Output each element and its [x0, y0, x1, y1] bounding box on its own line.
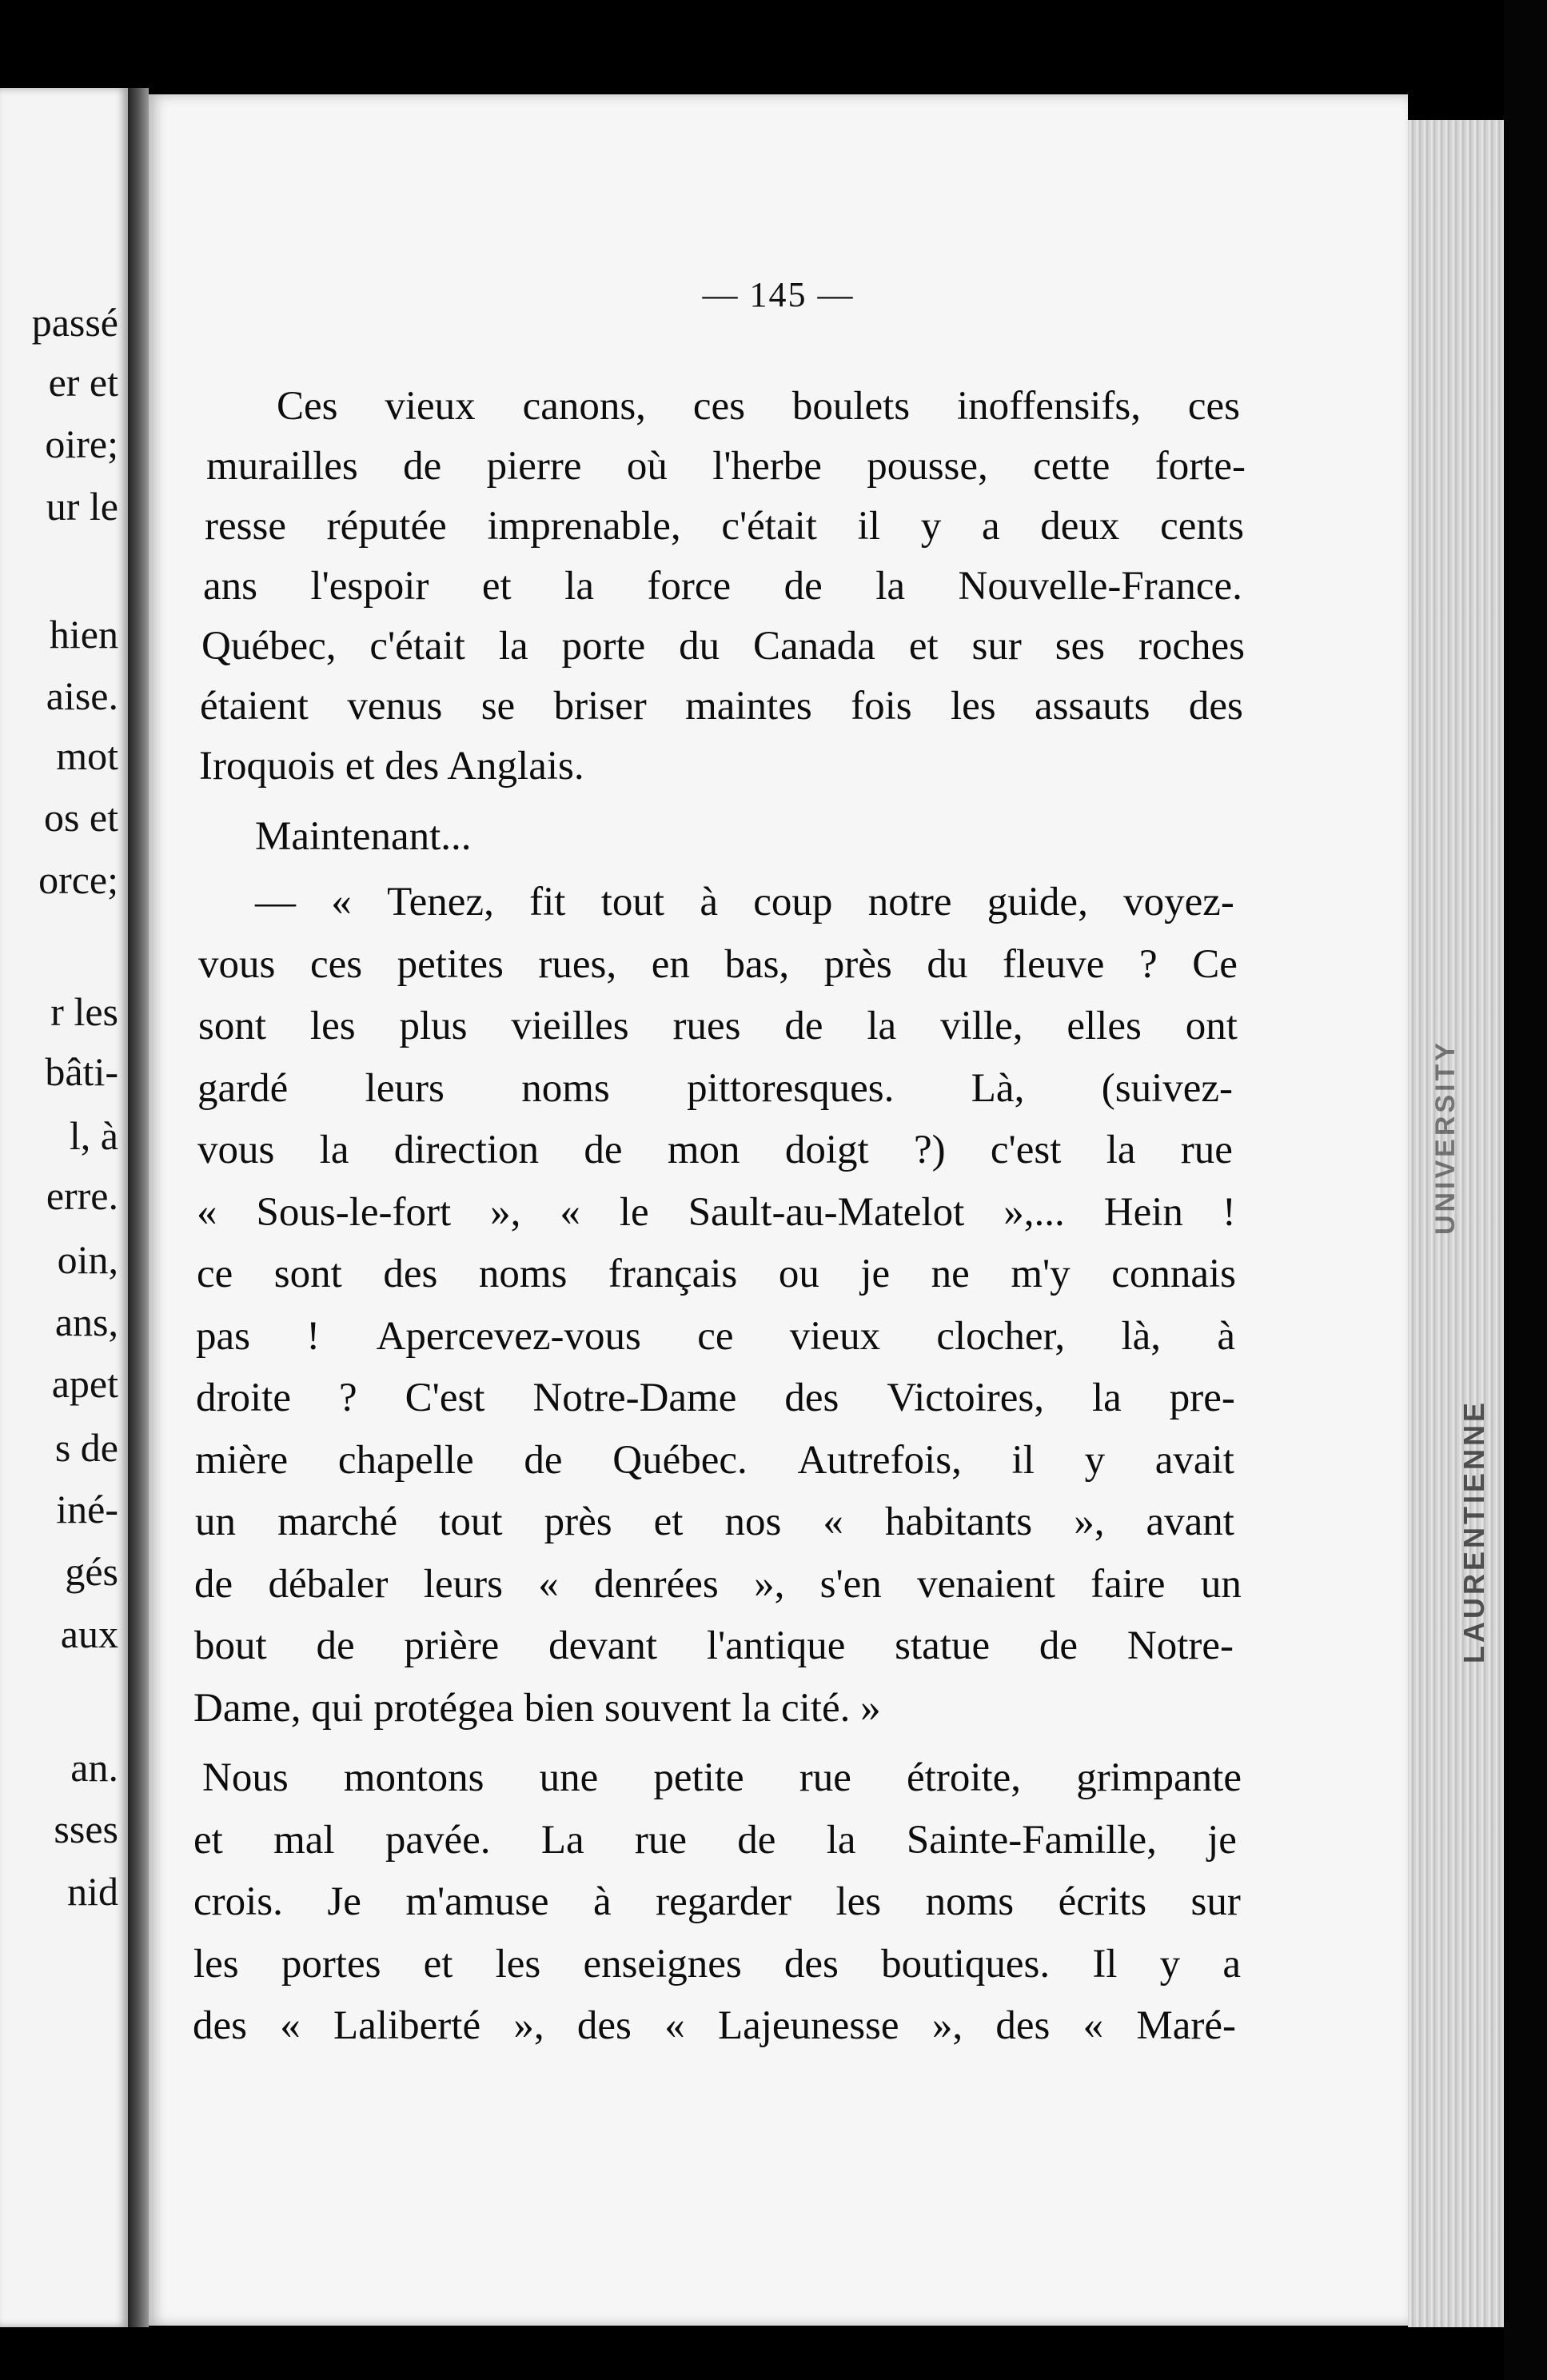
previous-page-line: mot	[56, 733, 118, 778]
book-gutter	[128, 88, 149, 2327]
previous-page-line: sses	[54, 1807, 118, 1851]
text-line: mière chapelle de Québec. Autrefois, il y avait	[195, 1438, 1234, 1483]
text-line: ans l'espoir et la force de la Nouvelle-France.	[203, 564, 1242, 609]
text-line: resse réputée imprenable, c'était il y a deux cents	[205, 504, 1244, 549]
text-line: étaient venus se briser maintes fois les assauts des	[200, 684, 1243, 729]
text-line: bout de prière devant l'antique statue de Notre-	[194, 1623, 1234, 1668]
text-line: Maintenant...	[255, 814, 472, 859]
previous-page-line: ans,	[54, 1300, 118, 1344]
text-line: ce sont des noms français ou je ne m'y connais	[197, 1252, 1236, 1296]
library-stamp-laurentienne: LAURENTIENNE	[1457, 1400, 1490, 1664]
previous-page-line: passé	[31, 300, 118, 345]
text-line: un marché tout près et nos « habitants », avant	[195, 1499, 1234, 1544]
previous-page-line: s de	[54, 1425, 118, 1470]
previous-page-line: aise.	[46, 673, 118, 718]
text-line: Dame, qui protégea bien souvent la cité. »	[193, 1686, 881, 1731]
previous-page	[0, 88, 128, 2327]
previous-page-line: er et	[48, 360, 118, 405]
previous-page-line: orce;	[38, 857, 118, 902]
previous-page-line: hien	[49, 612, 118, 657]
previous-page-line: nid	[67, 1869, 118, 1914]
previous-page-line: gés	[65, 1549, 118, 1594]
previous-page-line: bâti-	[45, 1049, 118, 1094]
page-number: — 145 —	[702, 275, 855, 314]
library-stamp-university: UNIVERSITY	[1430, 1040, 1461, 1236]
previous-page-line: an.	[70, 1745, 118, 1790]
text-line: les portes et les enseignes des boutiques. Il y a	[193, 1942, 1241, 1987]
previous-page-line: oin,	[57, 1237, 118, 1282]
text-line: — « Tenez, fit tout à coup notre guide, voyez-	[255, 880, 1234, 924]
previous-page-line: apet	[51, 1361, 118, 1406]
text-line: vous ces petites rues, en bas, près du fleuve ? Ce	[198, 942, 1238, 987]
text-line: de débaler leurs « denrées », s'en venaient faire un	[194, 1562, 1242, 1607]
text-line: Iroquois et des Anglais.	[199, 744, 584, 789]
text-line: pas ! Apercevez-vous ce vieux clocher, là, à	[196, 1314, 1235, 1359]
text-line: crois. Je m'amuse à regarder les noms écrits sur	[193, 1879, 1241, 1924]
text-line: Ces vieux canons, ces boulets inoffensifs, ces	[277, 384, 1240, 429]
previous-page-line: erre.	[46, 1173, 118, 1218]
previous-page-line: l, à	[69, 1113, 118, 1158]
text-line: des « Laliberté », des « Lajeunesse », des « Maré-	[193, 2003, 1236, 2048]
previous-page-line: aux	[60, 1611, 118, 1656]
previous-page-line: os et	[43, 795, 118, 840]
text-line: « Sous-le-fort », « le Sault-au-Matelot »,... Hein !	[197, 1190, 1236, 1235]
current-page	[149, 94, 1408, 2326]
text-line: sont les plus vieilles rues de la ville, elles ont	[198, 1004, 1238, 1048]
scan-background	[1504, 0, 1547, 2380]
text-line: vous la direction de mon doigt ?) c'est la rue	[197, 1128, 1233, 1172]
text-line: et mal pavée. La rue de la Sainte-Famille, je	[193, 1818, 1237, 1863]
previous-page-line: r les	[50, 989, 118, 1034]
text-line: Québec, c'était la porte du Canada et sur ses roches	[201, 624, 1245, 669]
previous-page-line: ur le	[46, 484, 118, 529]
page-edge-stack	[1408, 120, 1504, 2327]
previous-page-line: oire;	[45, 421, 118, 466]
text-line: Nous montons une petite rue étroite, grimpante	[202, 1755, 1242, 1800]
text-line: gardé leurs noms pittoresques. Là, (suivez-	[197, 1066, 1233, 1111]
previous-page-line: iné-	[56, 1487, 118, 1531]
text-line: murailles de pierre où l'herbe pousse, cette forte-	[206, 444, 1246, 489]
text-line: droite ? C'est Notre-Dame des Victoires, la pre-	[196, 1376, 1235, 1420]
